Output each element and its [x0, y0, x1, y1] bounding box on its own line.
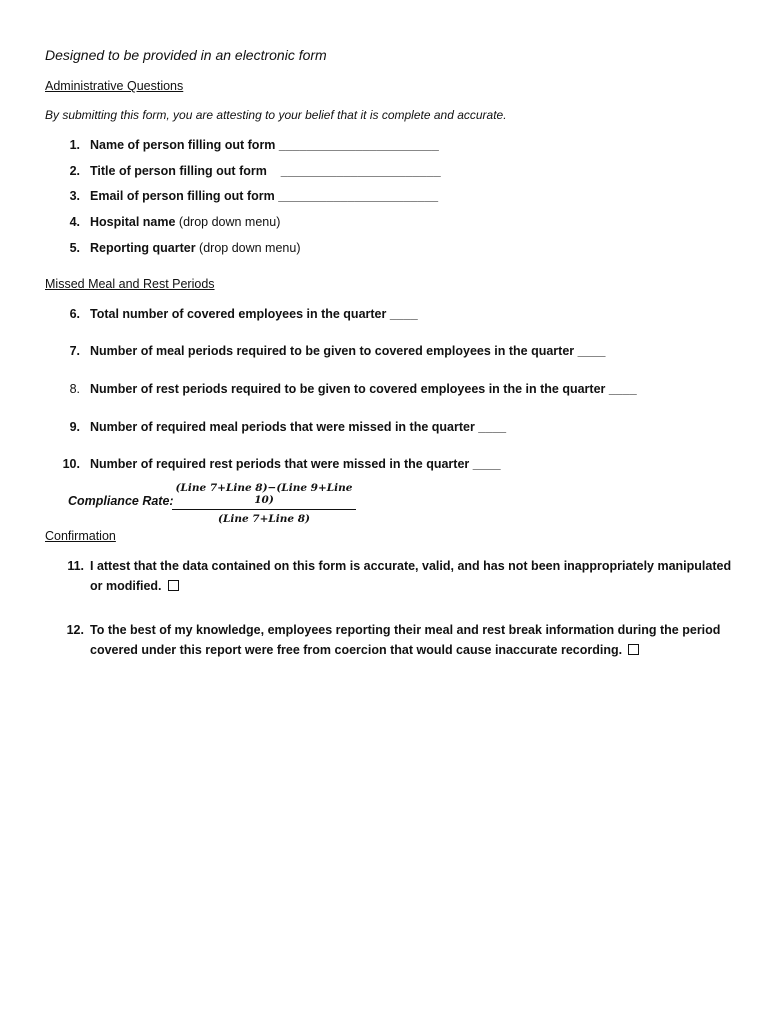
question-label: Email of person filling out form _______________________: [90, 189, 439, 203]
question-number: 5.: [69, 241, 80, 255]
question-number: 3.: [69, 189, 80, 203]
attestation-statement: By submitting this form, you are attesting to your belief that it is complete and accurate.: [45, 108, 507, 122]
question-number: 7.: [69, 344, 80, 358]
question-label[interactable]: Number of required rest periods that were missed in the quarter ____: [90, 457, 501, 471]
question-text-line2: or modified.: [90, 579, 179, 593]
question-number: 12.: [66, 623, 84, 637]
section-heading-missed-periods: Missed Meal and Rest Periods: [45, 277, 215, 291]
email-field-blank[interactable]: _______________________: [278, 189, 439, 203]
question-label: Name of person filling out form _______________________: [90, 138, 439, 152]
question-label[interactable]: Total number of covered employees in the quarter ____: [90, 307, 418, 321]
question-number: 1.: [69, 138, 80, 152]
question-label[interactable]: Number of rest periods required to be given to covered employees in the in the quarter ____: [90, 382, 637, 396]
question-label[interactable]: Number of meal periods required to be given to covered employees in the quarter ____: [90, 344, 606, 358]
question-number: 2.: [69, 164, 80, 178]
question-number: 4.: [69, 215, 80, 229]
attest-accuracy-checkbox[interactable]: [168, 580, 179, 591]
title-field-blank[interactable]: _______________________: [280, 164, 441, 178]
electronic-form-note: Designed to be provided in an electronic form: [45, 47, 327, 63]
formula-denominator: (Line 7+Line 8): [217, 513, 311, 525]
name-field-blank[interactable]: _______________________: [278, 138, 439, 152]
formula-numerator: (Line 7+Line 8)−(Line 9+Line 10): [175, 482, 353, 506]
question-text-line2: covered under this report were free from coercion that would cause inaccurate recording.: [90, 643, 639, 657]
coercion-free-checkbox[interactable]: [628, 644, 639, 655]
question-number: 11.: [67, 559, 84, 573]
question-text-line1: To the best of my knowledge, employees reporting their meal and rest break information during the period: [90, 623, 721, 637]
question-number: 10.: [62, 457, 80, 471]
hospital-name-dropdown[interactable]: Hospital name (drop down menu): [90, 215, 281, 229]
question-label: Title of person filling out form _______________________: [90, 164, 441, 178]
reporting-quarter-dropdown[interactable]: Reporting quarter (drop down menu): [90, 241, 301, 255]
question-number: 6.: [69, 307, 80, 321]
question-number: 8.: [69, 382, 80, 396]
question-label[interactable]: Number of required meal periods that were missed in the quarter ____: [90, 420, 507, 434]
question-number: 9.: [69, 420, 80, 434]
section-heading-administrative: Administrative Questions: [45, 79, 184, 93]
compliance-rate-formula: [172, 482, 356, 525]
compliance-rate-label: Compliance Rate:: [68, 494, 174, 508]
question-text-line1: I attest that the data contained on this form is accurate, valid, and has not been inappropriately manipulated: [90, 559, 732, 573]
section-heading-confirmation: Confirmation: [45, 529, 116, 543]
